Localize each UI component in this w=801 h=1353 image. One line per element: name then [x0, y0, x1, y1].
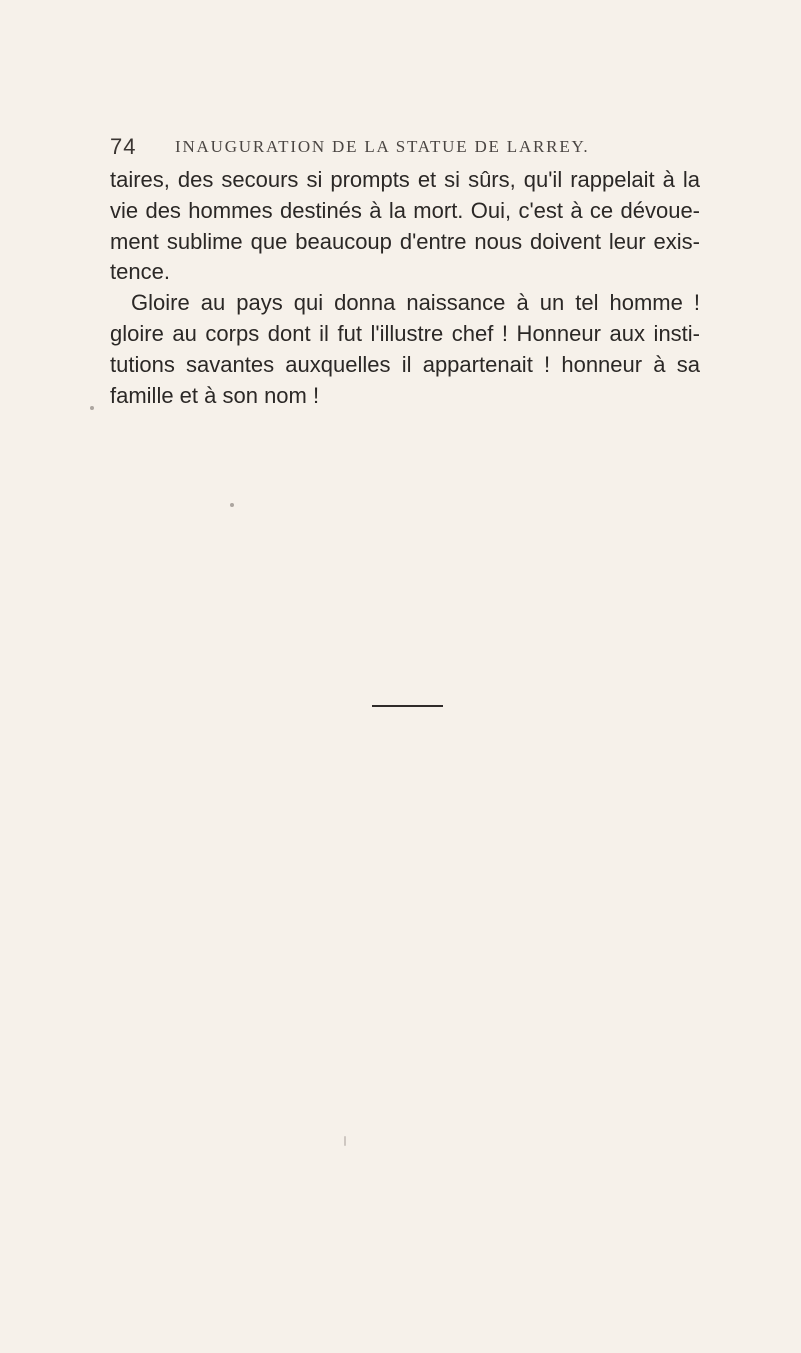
- print-speck: [90, 406, 94, 410]
- body-text: [110, 165, 700, 411]
- paragraph-continuation: taires, des secours si prompts et si sûrs, qu'il rappelait à la vie des hommes destinés à la mort. Oui, c'est à ce dévoue-ment sublime que beaucoup d'entre nous doivent leur exis-tence.: [110, 167, 700, 285]
- print-speck: [344, 1136, 346, 1146]
- paragraph-gloire: Gloire au pays qui donna naissance à un tel homme ! gloire au corps dont il fut l'illustre chef ! Honneur aux insti-tutions savantes auxquelles il appartenait ! honneur à sa famille et à son nom !: [110, 290, 700, 408]
- running-title: INAUGURATION DE LA STATUE DE LARREY.: [175, 137, 590, 156]
- print-speck: [230, 503, 234, 507]
- section-end-rule: [372, 705, 443, 707]
- page-number: 74: [110, 134, 137, 159]
- running-head: [110, 120, 710, 160]
